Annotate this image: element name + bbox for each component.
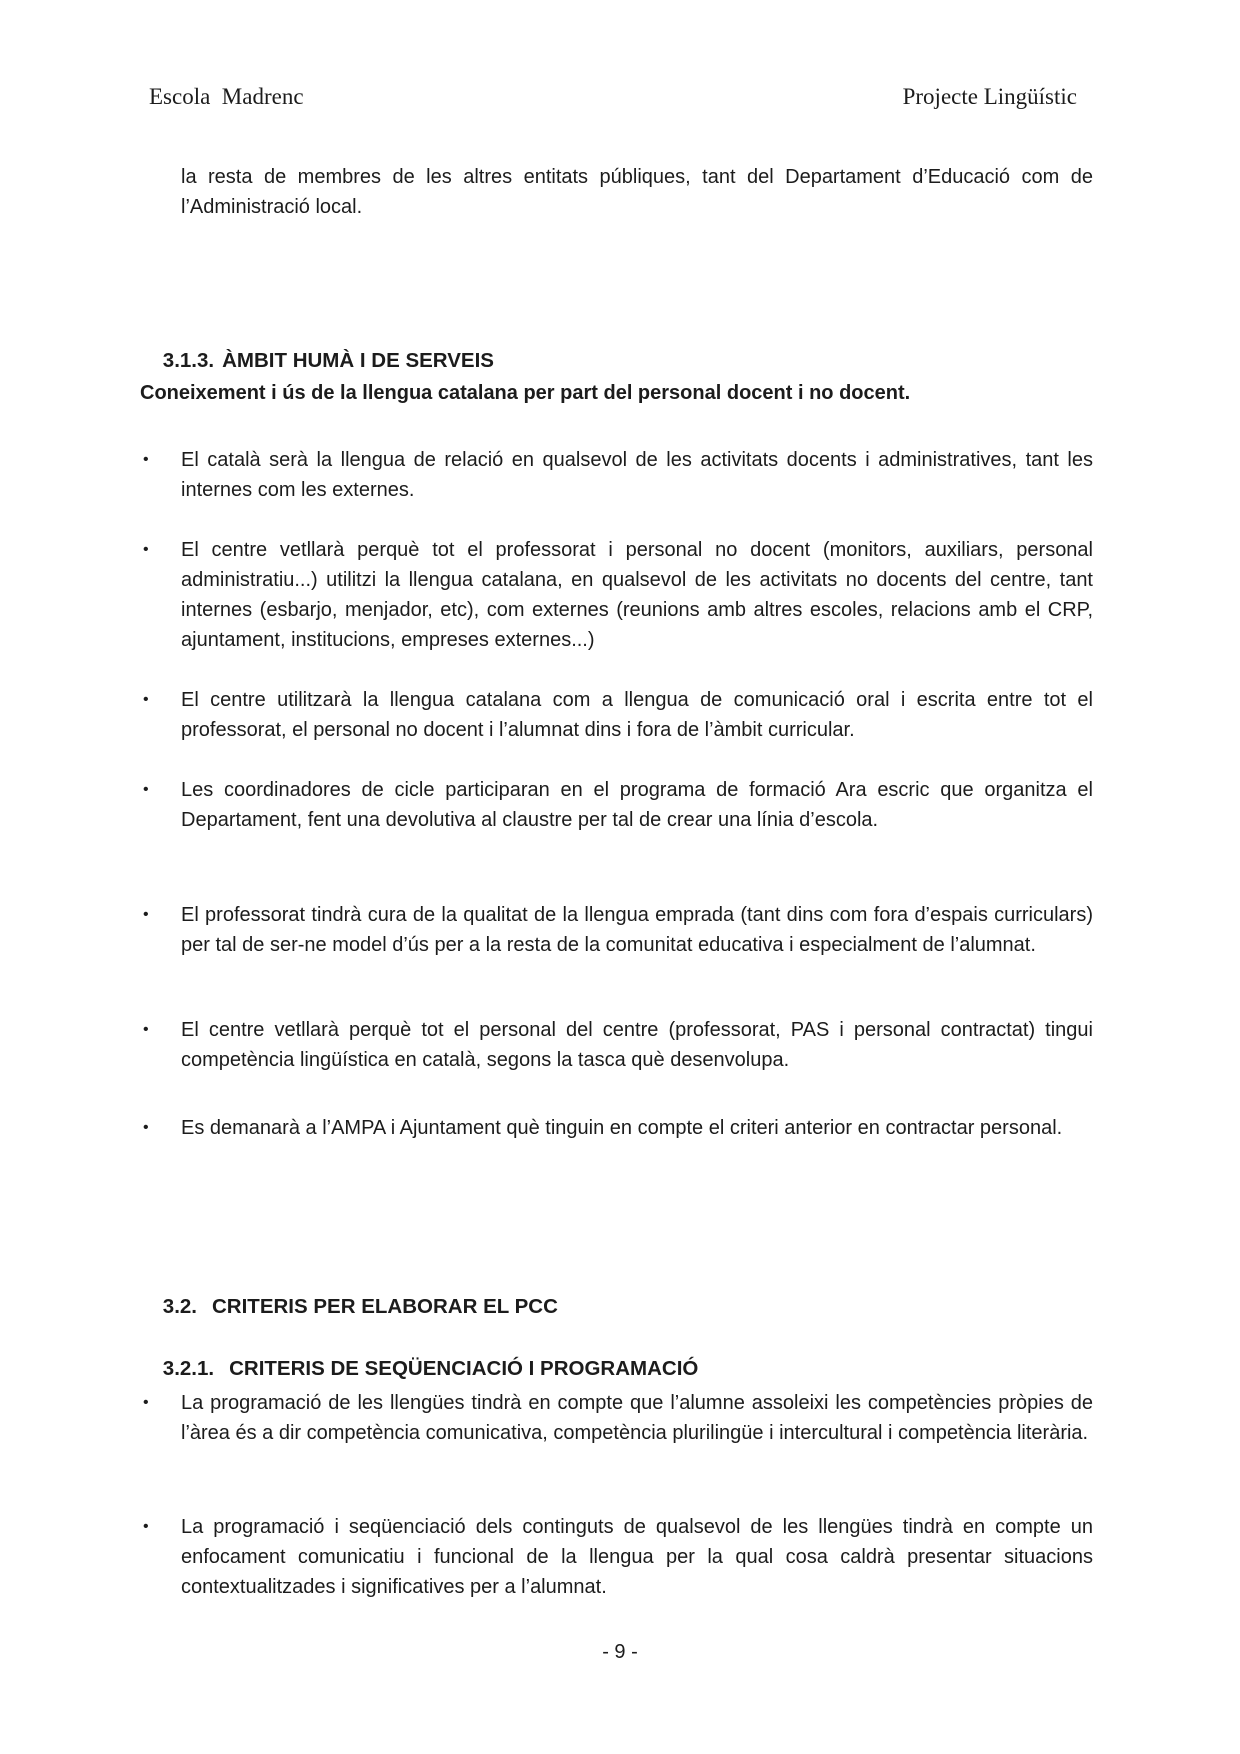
heading-title: CRITERIS PER ELABORAR EL PCC — [212, 1295, 558, 1318]
bullet-text: El centre utilitzarà la llengua catalana com a llengua de comunicació oral i escrita entre tot el professorat, el personal no docent i l’alumnat dins i fora de l’àmbit curricular. — [181, 689, 1093, 741]
bullet-icon: • — [143, 1394, 149, 1411]
document-header — [149, 84, 1077, 110]
heading-title: ÀMBIT HUMÀ I DE SERVEIS — [222, 349, 494, 372]
list-item — [143, 1015, 1093, 1075]
list-item — [143, 1388, 1093, 1448]
bullet-icon: • — [143, 451, 149, 468]
intro-paragraph: la resta de membres de les altres entitats públiques, tant del Departament d’Educació com de l’Administració local. — [181, 166, 1093, 218]
heading-number: 3.2. — [162, 1295, 197, 1318]
bullet-icon: • — [143, 691, 149, 708]
page-number: - 9 - — [602, 1641, 638, 1663]
heading-number: 3.1.3. — [162, 349, 215, 372]
bullet-text: El professorat tindrà cura de la qualitat de la llengua emprada (tant dins com fora d’espais curriculars) per tal de ser-ne model d’ús per a la resta de la comunitat educativa i especialment de l’alumnat. — [181, 904, 1093, 956]
heading-title: CRITERIS DE SEQÜENCIACIÓ I PROGRAMACIÓ — [229, 1357, 699, 1380]
bullet-text: La programació de les llengües tindrà en compte que l’alumne assoleixi les competències pròpies de l’àrea és a dir competència comunicativa, competència plurilingüe i intercultural i competència literària. — [181, 1392, 1093, 1444]
bullet-text: El català serà la llengua de relació en qualsevol de les activitats docents i administratives, tant les internes com les externes. — [181, 449, 1093, 501]
bullet-icon: • — [143, 1021, 149, 1038]
bullet-text: El centre vetllarà perquè tot el personal del centre (professorat, PAS i personal contractat) tingui competència lingüística en català, segons la tasca què desenvolupa. — [181, 1019, 1093, 1071]
bullet-icon: • — [143, 1518, 149, 1535]
section-subheading: Coneixement i ús de la llengua catalana per part del personal docent i no docent. — [140, 382, 911, 404]
bullet-icon: • — [143, 541, 149, 558]
list-item — [143, 900, 1093, 960]
bullet-text: Les coordinadores de cicle participaran en el programa de formació Ara escric que organitza el Departament, fent una devolutiva al claustre per tal de crear una línia d’escola. — [181, 779, 1093, 831]
list-item — [143, 685, 1093, 745]
list-item — [143, 445, 1093, 505]
bullet-text: El centre vetllarà perquè tot el professorat i personal no docent (monitors, auxiliars, personal administratiu...) utilitzi la llengua catalana, en qualsevol de les activitats no docents del centre, tant internes (esbarjo, menjador, etc), com externes (reunions amb altres escoles, relacions amb el CRP, ajuntament, institucions, empreses externes...) — [181, 539, 1093, 651]
heading-number: 3.2.1. — [162, 1357, 215, 1380]
list-item — [143, 535, 1093, 655]
list-item — [143, 1113, 1093, 1143]
header-project-title: Projecte Lingüístic — [902, 84, 1077, 109]
bullet-text: La programació i seqüenciació dels continguts de qualsevol de les llengües tindrà en compte un enfocament comunicatiu i funcional de la llengua per la qual cosa caldrà presentar situacions contextualitzades i significatives per a l’alumnat. — [181, 1516, 1093, 1598]
list-item — [143, 1512, 1093, 1602]
list-item — [143, 775, 1093, 835]
bullet-text: Es demanarà a l’AMPA i Ajuntament què tinguin en compte el criteri anterior en contractar personal. — [181, 1117, 1063, 1139]
bullet-icon: • — [143, 1119, 149, 1136]
bullet-icon: • — [143, 906, 149, 923]
header-school-name: Escola Madrenc — [149, 84, 304, 109]
bullet-icon: • — [143, 781, 149, 798]
